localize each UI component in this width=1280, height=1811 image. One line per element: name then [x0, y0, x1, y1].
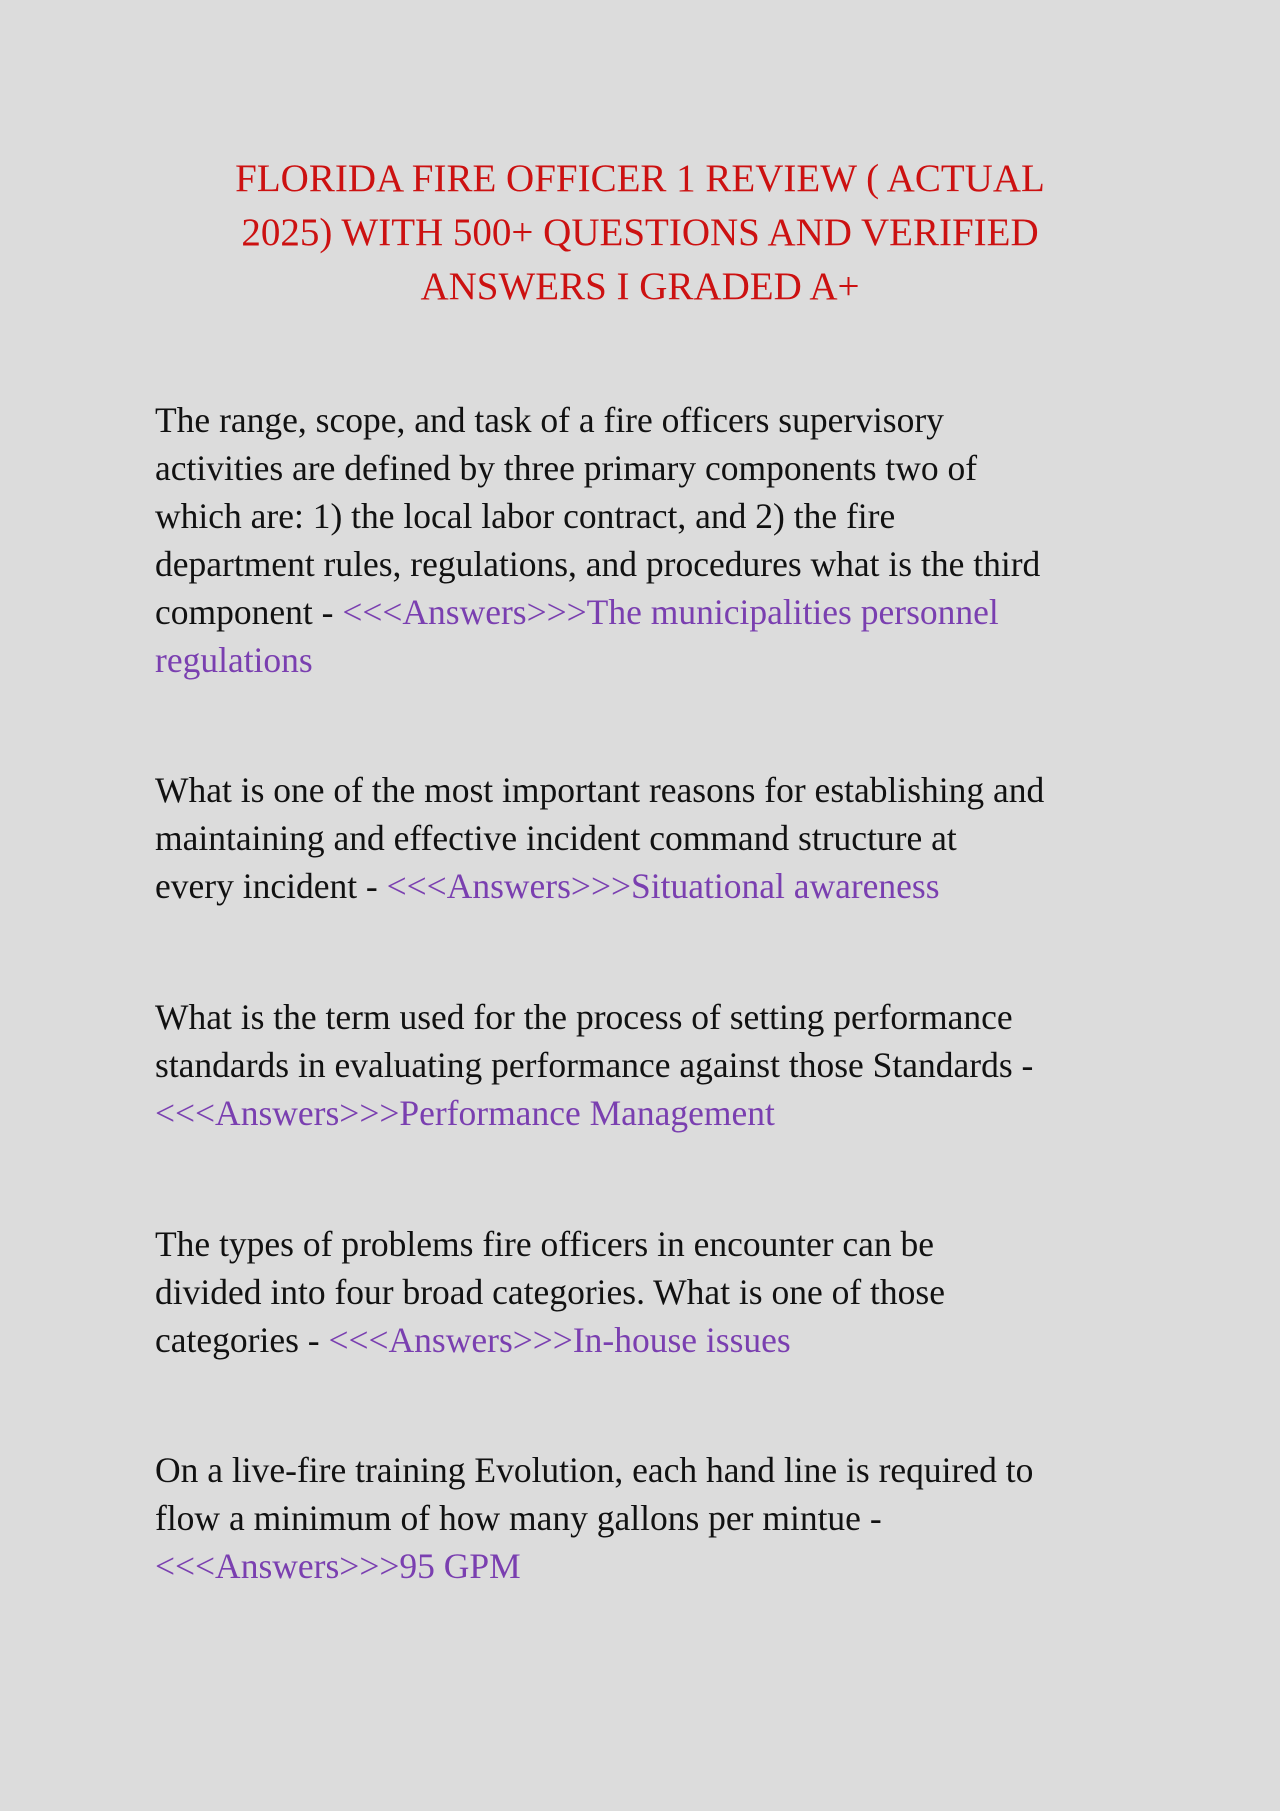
answer-1-line-1: <<<Answers>>>The municipalities personnel [342, 592, 999, 632]
answer-5: <<<Answers>>>95 GPM [155, 1546, 521, 1586]
question-1-line-5-text: component - [155, 592, 343, 632]
question-answer-2 [155, 766, 1145, 910]
document-title [140, 152, 1140, 314]
answer-1-line-2: regulations [155, 640, 313, 680]
question-2-line-3 [155, 862, 1145, 910]
question-answer-4 [155, 1220, 1145, 1364]
question-5-line-1: On a live-fire training Evolution, each hand line is required to [155, 1450, 1034, 1490]
question-1-line-5 [155, 588, 1145, 636]
question-4-line-3 [155, 1316, 1145, 1364]
title-line-1: FLORIDA FIRE OFFICER 1 REVIEW ( ACTUAL [235, 157, 1045, 200]
question-4-line-3-text: categories - [155, 1320, 329, 1360]
question-5-line-2: flow a minimum of how many gallons per mintue - [155, 1498, 882, 1538]
answer-3: <<<Answers>>>Performance Management [155, 1093, 775, 1133]
question-1-line-2: activities are defined by three primary components two of [155, 448, 978, 488]
title-line-3: ANSWERS I GRADED A+ [420, 265, 860, 308]
question-answer-1 [155, 396, 1145, 684]
question-2-line-1: What is one of the most important reasons for establishing and [155, 770, 1045, 810]
question-3-line-2: standards in evaluating performance against those Standards - [155, 1045, 1034, 1085]
question-2-line-3-text: every incident - [155, 866, 387, 906]
question-1-line-1: The range, scope, and task of a fire officers supervisory [155, 400, 944, 440]
question-2-line-2: maintaining and effective incident command structure at [155, 818, 957, 858]
title-line-2: 2025) WITH 500+ QUESTIONS AND VERIFIED [241, 211, 1039, 254]
question-1-line-4: department rules, regulations, and procedures what is the third [155, 544, 1041, 584]
answer-2: <<<Answers>>>Situational awareness [386, 866, 940, 906]
answer-4: <<<Answers>>>In-house issues [328, 1320, 791, 1360]
question-answer-3 [155, 993, 1145, 1137]
question-4-line-2: divided into four broad categories. What is one of those [155, 1272, 945, 1312]
question-4-line-1: The types of problems fire officers in encounter can be [155, 1224, 935, 1264]
question-1-line-3: which are: 1) the local labor contract, and 2) the fire [155, 496, 896, 536]
question-3-line-1: What is the term used for the process of setting performance [155, 997, 1013, 1037]
question-answer-5 [155, 1446, 1145, 1590]
